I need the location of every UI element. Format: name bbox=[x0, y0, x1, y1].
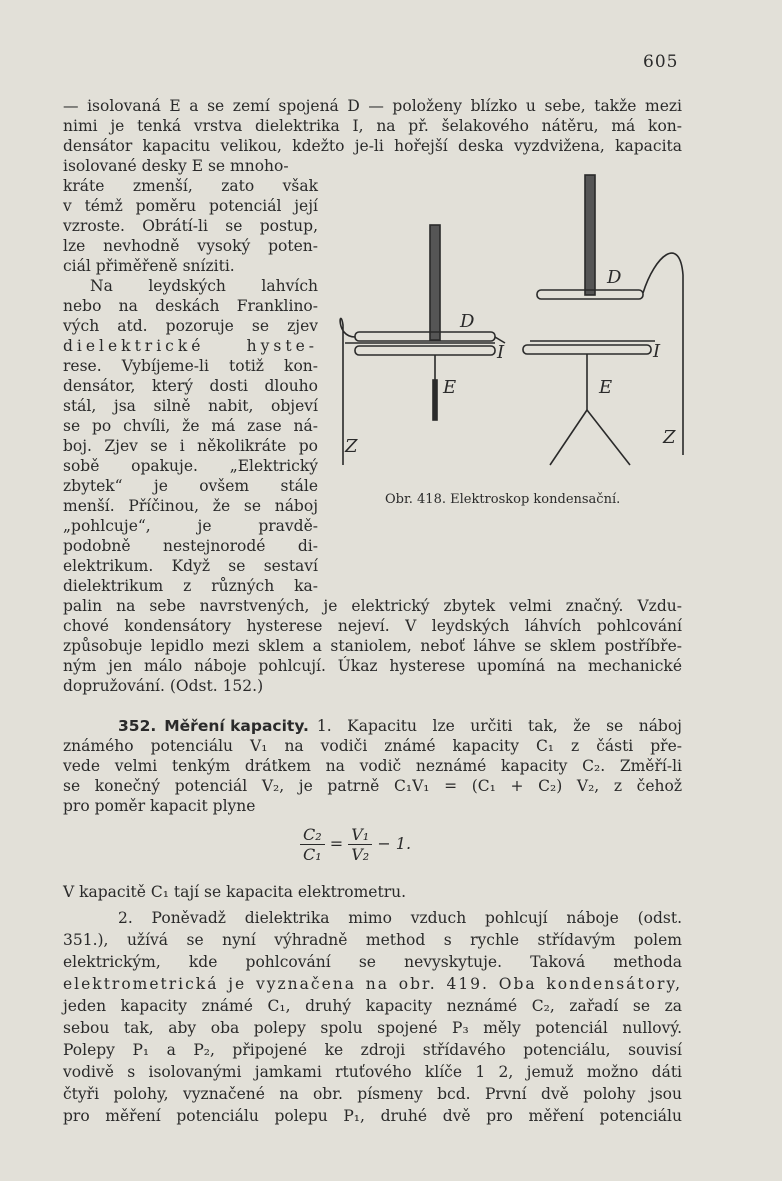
text-line: vzroste. Obrátí-li se postup, bbox=[63, 217, 318, 235]
label-D-right: D bbox=[607, 267, 622, 288]
text-line: densátor, který dosti dlouho bbox=[63, 377, 318, 395]
text-line: jeden kapacity známé C₁, druhý kapacity neznámé C₂, zařadí se za bbox=[63, 997, 682, 1015]
label-Z-left: Z bbox=[345, 436, 358, 457]
fraction-rhs: $\frac{\text{V₁}}{\text{V₂}}$ bbox=[348, 825, 372, 864]
label-Z-right: Z bbox=[663, 427, 676, 448]
section-title: Měření kapacity. bbox=[164, 717, 309, 735]
text-line: pro měření potenciálu polepu P₁, druhé dvě pro měření potenciálu bbox=[63, 1107, 682, 1125]
text-line: zbytek“ je ovšem stále bbox=[63, 477, 318, 495]
leaf-right bbox=[587, 410, 630, 465]
text-line: čtyři polohy, vyznačené na obr. písmeny bcd. První dvě polohy jsou bbox=[63, 1085, 682, 1103]
text-line: — isolovaná E a se zemí spojená D — položeny blízko u sebe, takže mezi bbox=[63, 97, 682, 115]
text-line: vodivě s isolovanými jamkami rtuťového klíče 1 2, jemuž možno dáti bbox=[63, 1063, 682, 1081]
formula bbox=[300, 825, 411, 864]
label-E-right: E bbox=[599, 377, 613, 398]
label-I-right: I bbox=[653, 341, 661, 362]
text-line: densátor kapacitu velikou, kdežto je-li hořejší deska vyzdvižena, kapacita bbox=[63, 137, 682, 155]
text-line: ciál přiměřeně sníziti. bbox=[63, 257, 235, 275]
plate-E-right bbox=[523, 345, 651, 354]
electroscope-leaves-left bbox=[433, 380, 437, 420]
text-line: stál, jsa silně nabit, objeví bbox=[63, 397, 318, 415]
text-line: isolované desky E se mnoho- bbox=[63, 157, 289, 175]
text-line: známého potenciálu V₁ na vodiči známé kapacity C₁ z části pře- bbox=[63, 737, 682, 755]
text-line: Na leydských lahvích bbox=[90, 277, 318, 295]
text-line: sebou tak, aby oba polepy spolu spojené P₃ měly potenciál nullový. bbox=[63, 1019, 682, 1037]
text-line: palin na sebe navrstvených, je elektrický zbytek velmi značný. Vzdu- bbox=[63, 597, 682, 615]
text-line: 2. Poněvadž dielektrika mimo vzduch pohlcují náboje (odst. bbox=[118, 909, 682, 927]
text-line: chové kondensátory hysterese nejeví. V leydských láhvích pohlcování bbox=[63, 617, 682, 635]
text-line: ným jen málo náboje pohlcují. Úkaz hysterese upomíná na mechanické bbox=[63, 657, 682, 675]
section-number: 352. bbox=[118, 717, 157, 735]
text-line: V kapacitě C₁ tají se kapacita elektrometru. bbox=[63, 883, 407, 901]
text-line: elektrikum. Když se sestaví bbox=[63, 557, 318, 575]
label-E-left: E bbox=[443, 377, 457, 398]
fraction-lhs: $\frac{\text{C₂}}{\text{C₁}}$ bbox=[300, 825, 325, 864]
label-D-left: D bbox=[460, 311, 475, 332]
formula-tail: − 1. bbox=[377, 834, 412, 853]
text-line: vých atd. pozoruje se zjev bbox=[63, 317, 318, 335]
text-line: nimi je tenká vrstva dielektrika I, na př. šelakového nátěru, má kon- bbox=[63, 117, 682, 135]
text-line: lze nevhodně vysoký poten- bbox=[63, 237, 318, 255]
insulating-rod-raised bbox=[585, 175, 595, 295]
plate-E-left bbox=[355, 346, 495, 355]
section-heading-line bbox=[118, 716, 682, 736]
text-line: dielektrikum z různých ka- bbox=[63, 577, 318, 595]
insulating-rod bbox=[430, 225, 440, 340]
text-line: podobně nestejnorodé di- bbox=[63, 537, 318, 555]
figure-electroscope bbox=[325, 165, 690, 485]
text-line: vede velmi tenkým drátkem na vodič neznámé kapacity C₂. Změří-li bbox=[63, 757, 682, 775]
text-line: způsobuje lepidlo mezi sklem a staniolem, neboť láhve se sklem postříbře- bbox=[63, 637, 682, 655]
text-line: 351.), užívá se nyní výhradně method s rychle střídavým polem bbox=[63, 931, 682, 949]
text-line: pro poměr kapacit plyne bbox=[63, 797, 256, 815]
text-line: menší. Příčinou, že se náboj bbox=[63, 497, 318, 515]
page-number: 605 bbox=[643, 52, 679, 72]
text-line: nebo na deskách Franklino- bbox=[63, 297, 318, 315]
text-line: elektrometrická je vyznačena na obr. 419. Oba kondensátory, bbox=[63, 975, 682, 993]
text-line: boj. Zjev se i několikráte po bbox=[63, 437, 318, 455]
label-I-left: I bbox=[497, 342, 505, 363]
text-line: „pohlcuje“, je pravdě- bbox=[63, 517, 318, 535]
text-line: dopružování. (Odst. 152.) bbox=[63, 677, 264, 695]
text-line: 1. Kapacitu lze určiti tak, že se náboj bbox=[316, 717, 682, 735]
text-line: rese. Vybíjeme-li totiž kon- bbox=[63, 357, 318, 375]
text-line: kráte zmenší, zato však bbox=[63, 177, 318, 195]
plate-D-left bbox=[355, 332, 495, 341]
figure-caption: Obr. 418. Elektroskop kondensační. bbox=[385, 492, 621, 507]
text-line: se konečný potenciál V₂, je patrně C₁V₁ = (C₁ + C₂) V₂, z čehož bbox=[63, 777, 682, 795]
text-line: Polepy P₁ a P₂, připojené ke zdroji střídavého potenciálu, souvisí bbox=[63, 1041, 682, 1059]
equals-sign: = bbox=[329, 834, 344, 853]
text-line: dielektrické hyste- bbox=[63, 337, 318, 355]
text-line: se po chvíli, že má zase ná- bbox=[63, 417, 318, 435]
text-line: elektrickým, kde pohlcování se nevyskytuje. Taková methoda bbox=[63, 953, 682, 971]
text-line: sobě opakuje. „Elektrický bbox=[63, 457, 318, 475]
text-line: v témž poměru potenciál její bbox=[63, 197, 318, 215]
leaf-left bbox=[550, 410, 587, 465]
